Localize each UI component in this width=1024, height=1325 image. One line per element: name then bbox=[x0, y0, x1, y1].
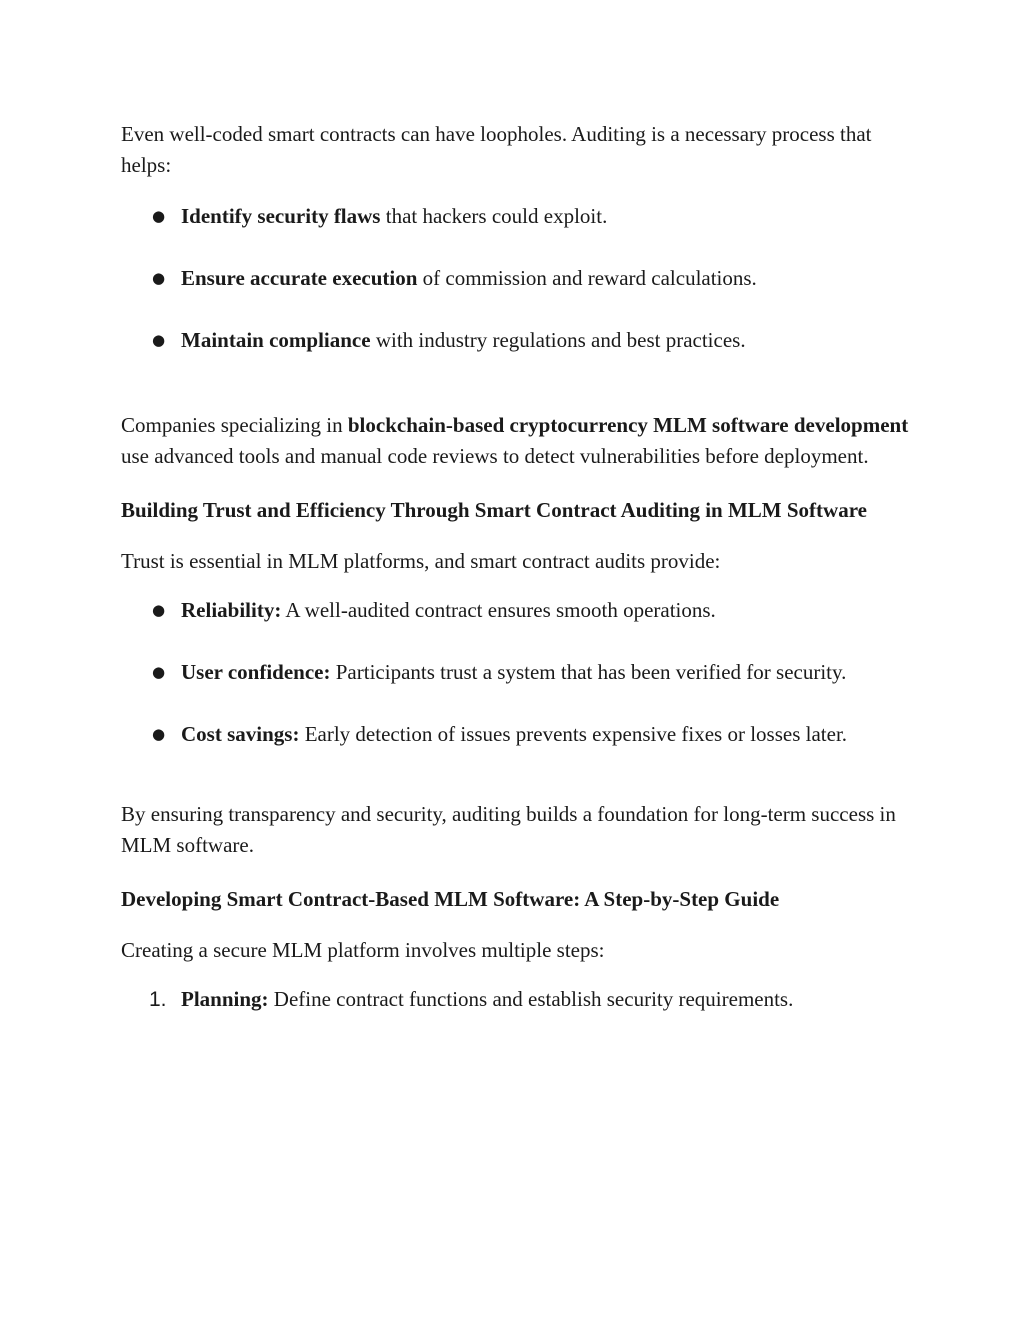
list-item bbox=[121, 657, 911, 688]
list-item-text: with industry regulations and best practices. bbox=[370, 328, 746, 352]
list-item-text: that hackers could exploit. bbox=[380, 204, 608, 228]
guide-intro-paragraph: Creating a secure MLM platform involves multiple steps: bbox=[121, 938, 605, 962]
bullet-icon: ● bbox=[152, 269, 166, 287]
heading-trust: Building Trust and Efficiency Through Smart Contract Auditing in MLM Software bbox=[121, 498, 867, 522]
companies-paragraph bbox=[121, 410, 911, 472]
list-item-text: Participants trust a system that has been verified for security. bbox=[330, 660, 847, 684]
audit-benefits-list bbox=[121, 201, 911, 356]
list-item-text: of commission and reward calculations. bbox=[417, 266, 757, 290]
list-item-bold: Identify security flaws bbox=[181, 204, 381, 228]
trust-items-list bbox=[121, 595, 911, 750]
list-item-bold: Planning: bbox=[181, 987, 269, 1011]
steps-list bbox=[121, 984, 911, 1015]
list-item-bold: User confidence: bbox=[181, 660, 331, 684]
transparency-paragraph: By ensuring transparency and security, auditing builds a foundation for long-term success in MLM software. bbox=[121, 802, 896, 857]
bullet-icon: ● bbox=[152, 331, 166, 349]
list-item-text: A well-audited contract ensures smooth operations. bbox=[281, 598, 716, 622]
list-item-bold: Maintain compliance bbox=[181, 328, 371, 352]
step-number: 1. bbox=[149, 988, 167, 1011]
intro-paragraph: Even well-coded smart contracts can have loopholes. Auditing is a necessary process that helps: bbox=[121, 122, 872, 177]
bullet-icon: ● bbox=[152, 725, 166, 743]
list-item bbox=[121, 201, 911, 232]
list-item-bold: Reliability: bbox=[181, 598, 282, 622]
list-item-bold: Ensure accurate execution bbox=[181, 266, 418, 290]
bullet-icon: ● bbox=[152, 207, 166, 225]
document-page bbox=[121, 119, 911, 1015]
companies-post: use advanced tools and manual code reviews to detect vulnerabilities before deployment. bbox=[121, 444, 869, 468]
bullet-icon: ● bbox=[152, 601, 166, 619]
list-item-text: Define contract functions and establish security requirements. bbox=[268, 987, 794, 1011]
list-item-bold: Cost savings: bbox=[181, 722, 300, 746]
bullet-icon: ● bbox=[152, 663, 166, 681]
list-item-text: Early detection of issues prevents expensive fixes or losses later. bbox=[299, 722, 848, 746]
list-item bbox=[121, 984, 911, 1015]
list-item bbox=[121, 719, 911, 750]
heading-guide: Developing Smart Contract-Based MLM Software: A Step-by-Step Guide bbox=[121, 887, 780, 911]
list-item bbox=[121, 325, 911, 356]
trust-intro-paragraph: Trust is essential in MLM platforms, and smart contract audits provide: bbox=[121, 549, 721, 573]
companies-pre: Companies specializing in bbox=[121, 413, 348, 437]
list-item bbox=[121, 263, 911, 294]
list-item bbox=[121, 595, 911, 626]
companies-bold: blockchain-based cryptocurrency MLM software development bbox=[347, 413, 909, 437]
